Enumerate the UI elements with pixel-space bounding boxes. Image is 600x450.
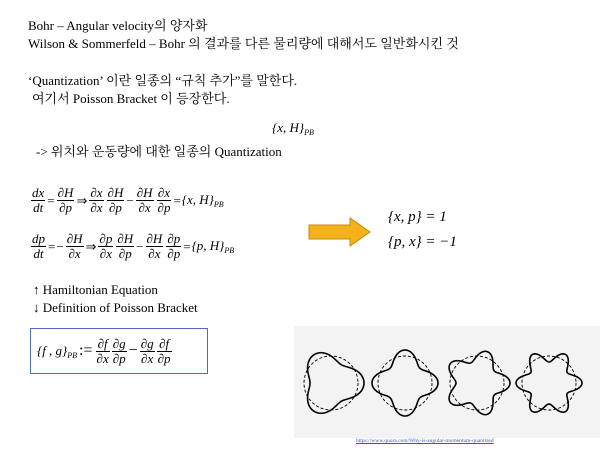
def-d-fraction — [157, 337, 172, 366]
eq1-result-text: {x, H} — [181, 192, 214, 207]
eq2-result-text: {p, H} — [191, 238, 225, 253]
frac-den: ∂x — [96, 350, 109, 366]
eq1-t1b-fraction — [107, 186, 125, 215]
frac-num: ∂f — [157, 337, 172, 352]
frac-den: ∂p — [157, 200, 171, 215]
frac-num: ∂p — [167, 231, 181, 246]
def-a-fraction — [96, 337, 110, 366]
equation-2 — [30, 232, 234, 261]
eq2-result — [192, 238, 235, 255]
equals-sign: = — [183, 238, 191, 254]
frac-num: ∂g — [112, 335, 126, 351]
frac-num: ∂H — [136, 185, 153, 200]
header-line-1: Bohr – Angular velocity의 양자화 — [28, 18, 208, 33]
frac-den: ∂x — [148, 246, 161, 261]
eq2-f1-fraction — [66, 232, 84, 261]
frac-num: ∂H — [57, 185, 74, 200]
eq2-t2b-fraction — [166, 232, 181, 261]
frac-den: ∂p — [112, 350, 126, 366]
frac-den: ∂x — [99, 246, 112, 261]
assign-sign: := — [79, 342, 93, 359]
minus-sign: − — [136, 238, 144, 254]
intro-line-3: -> 위치와 운동량에 대한 일종의 Quantization — [36, 144, 282, 159]
frac-den: ∂x — [68, 246, 81, 261]
note-hamiltonian: ↑ Hamiltonian Equation — [33, 282, 158, 297]
eq1-result-sub: PB — [213, 200, 224, 209]
intro-line-2: 여기서 Poisson Bracket 이 등장한다. — [32, 91, 230, 106]
header-line-2: Wilson & Sommerfeld – Bohr 의 결과를 다른 물리량에 대해서도 일반화시킨 것 — [28, 36, 459, 51]
eq1-result — [182, 192, 224, 209]
def-lhs-sub: PB — [67, 350, 78, 360]
frac-den: dt — [33, 200, 44, 215]
bracket-xh-sub: PB — [304, 128, 314, 137]
frac-den: ∂p — [108, 200, 122, 215]
bracket-xh-text: {x, H} — [272, 120, 305, 135]
frac-den: ∂p — [157, 350, 171, 366]
frac-num: ∂H — [117, 231, 134, 246]
negative-sign: − — [56, 238, 64, 254]
def-lhs-text: {f , g} — [37, 342, 68, 358]
implies-icon: ⇒ — [85, 238, 97, 254]
frac-num: ∂H — [146, 231, 163, 246]
intro-line-1: ‘Quantization’ 이란 일종의 “규칙 추가”를 말한다. — [28, 73, 298, 88]
frac-den: ∂x — [138, 200, 151, 215]
frac-den: ∂p — [59, 200, 72, 215]
source-link[interactable]: https://www.quora.com/Why-is-angular-momentum-quantized — [356, 438, 494, 444]
frac-den: dt — [33, 246, 44, 261]
frac-den: ∂p — [167, 246, 181, 261]
result-p-x: {p, x} = −1 — [388, 234, 457, 250]
eq1-t2a-fraction — [136, 186, 154, 215]
eq1-f1-fraction — [57, 186, 75, 215]
equals-sign: = — [47, 192, 55, 208]
result-x-p: {x, p} = 1 — [388, 209, 447, 225]
frac-den: ∂p — [118, 246, 132, 261]
eq2-t2a-fraction — [146, 232, 164, 261]
eq2-result-sub: PB — [224, 246, 235, 255]
frac-num: ∂H — [107, 185, 124, 200]
intro-bracket-xh — [272, 120, 314, 141]
poisson-bracket-definition-box — [30, 328, 208, 374]
frac-num: ∂x — [157, 185, 171, 200]
frac-num: dp — [32, 231, 45, 246]
frac-num: ∂p — [99, 231, 113, 246]
implies-icon: ⇒ — [76, 192, 88, 208]
def-lhs — [37, 343, 77, 360]
quantized-orbits-figure — [294, 326, 600, 438]
note-poisson-definition: ↓ Definition of Poisson Bracket — [33, 300, 198, 315]
eq1-lhs-fraction — [31, 186, 45, 215]
equals-sign: = — [48, 238, 56, 254]
eq2-lhs-fraction — [31, 232, 46, 261]
def-b-fraction — [112, 337, 127, 366]
frac-den: ∂x — [90, 200, 103, 215]
eq1-t2b-fraction — [157, 186, 172, 215]
right-arrow-icon — [308, 217, 372, 247]
def-c-fraction — [140, 337, 155, 366]
frac-num: ∂g — [140, 335, 154, 351]
eq2-t1b-fraction — [116, 232, 134, 261]
frac-num: ∂x — [90, 185, 103, 200]
minus-sign: − — [128, 342, 138, 359]
minus-sign: − — [126, 192, 134, 208]
equation-1 — [30, 186, 224, 215]
frac-den: ∂x — [141, 350, 154, 366]
frac-num: ∂H — [66, 231, 83, 246]
frac-num: ∂f — [96, 337, 110, 352]
eq1-t1a-fraction — [89, 186, 103, 215]
eq2-t1a-fraction — [98, 232, 113, 261]
frac-num: dx — [32, 185, 45, 200]
equals-sign: = — [173, 192, 181, 208]
